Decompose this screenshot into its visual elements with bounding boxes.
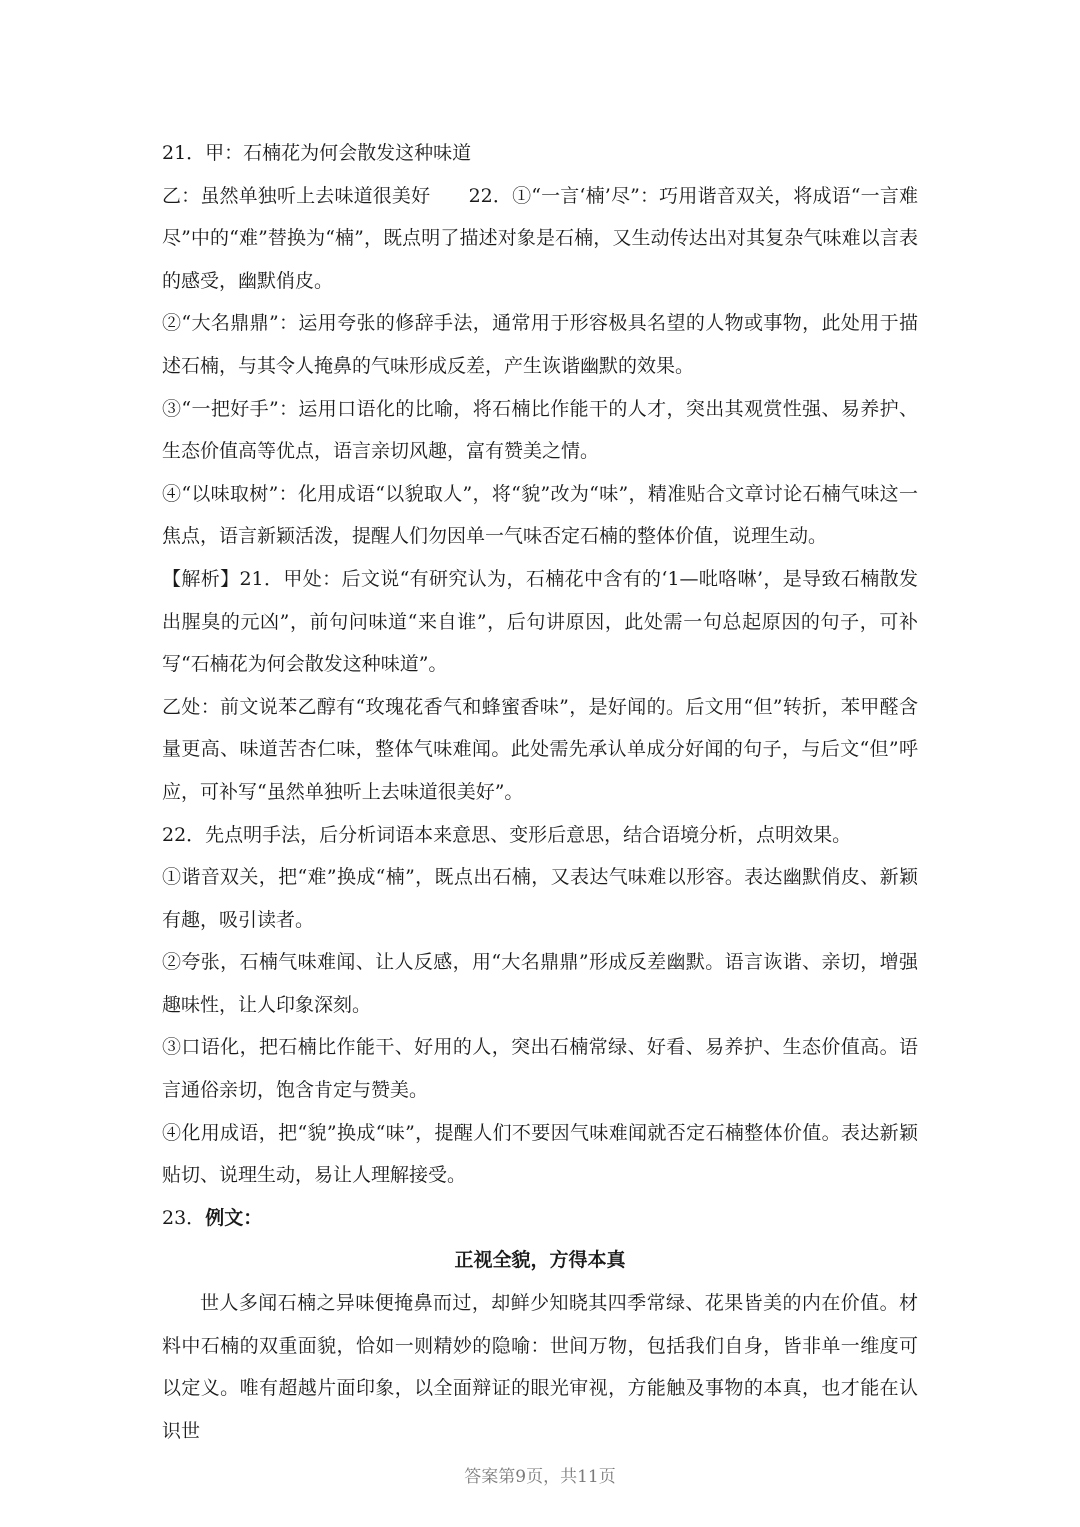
analysis-22-intro: 22．先点明手法，后分析词语本来意思、变形后意思，结合语境分析，点明效果。	[162, 823, 852, 846]
analysis-22-1: ①谐音双关，把“难”换成“楠”，既点出石楠，又表达气味难以形容。表达幽默俏皮、新颖有趣，吸引读者。	[162, 866, 918, 931]
answer-21-jia: 21．甲：石楠花为何会散发这种味道	[162, 142, 472, 164]
analysis-22-2: ②夸张，石楠气味难闻、让人反感，用“大名鼎鼎”形成反差幽默。语言诙谐、亲切，增强趣味性，让人印象深刻。	[162, 951, 918, 1016]
analysis-21-yi: 乙处：前文说苯乙醇有“玫瑰花香气和蜂蜜香味”，是好闻的。后文用“但”转折，苯甲醛含量更高、味道苦杏仁味，整体气味难闻。此处需先承认单成分好闻的句子，与后文“但”呼应，可补写“虽然单独听上去味道很美好”。	[162, 695, 918, 803]
analysis-22-3: ③口语化，把石楠比作能干、好用的人，突出石楠常绿、好看、易养护、生态价值高。语言通俗亲切，饱含肯定与赞美。	[162, 1036, 918, 1102]
answer-22-4: ④“以味取树”：化用成语“以貌取人”，将“貌”改为“味”，精准贴合文章讨论石楠气味这一焦点，语言新颖活泼，提醒人们勿因单一气味否定石楠的整体价值，说理生动。	[162, 482, 918, 548]
answer-22-2: ②“大名鼎鼎”：运用夸张的修辞手法，通常用于形容极具名望的人物或事物，此处用于描述石楠，与其令人掩鼻的气味形成反差，产生诙谐幽默的效果。	[162, 312, 918, 377]
page-footer: 答案第9页，共11页	[464, 1467, 616, 1487]
answer-21-yi-22-1: 乙：虽然单独听上去味道很美好 22．①“一言‘楠’尽”：巧用谐音双关，将成语“一言难尽”中的“难”替换为“楠”，既点明了描述对象是石楠，又生动传达出对其复杂气味难以言表的感受，幽默俏皮。	[162, 184, 918, 292]
essay-paragraph: 世人多闻石楠之异味便掩鼻而过，却鲜少知晓其四季常绿、花果皆美的内在价值。材料中石楠的双重面貌，恰如一则精妙的隐喻：世间万物，包括我们自身，皆非单一维度可以定义。唯有超越片面印象，以全面辩证的眼光审视，方能触及事物的本真，也才能在认识世	[162, 1292, 918, 1442]
essay-title: 正视全貌，方得本真	[454, 1249, 626, 1272]
analysis-22-4: ④化用成语，把“貌”换成“味”，提醒人们不要因气味难闻就否定石楠整体价值。表达新颖贴切、说理生动，易让人理解接受。	[162, 1121, 918, 1187]
page-content	[162, 132, 918, 1452]
q23-example-label: 例文：	[205, 1206, 263, 1229]
q23-number: 23．	[162, 1206, 206, 1229]
answer-22-3: ③“一把好手”：运用口语化的比喻，将石楠比作能干的人才，突出其观赏性强、易养护、生态价值高等优点，语言亲切风趣，富有赞美之情。	[162, 397, 918, 463]
q23-heading	[162, 1197, 918, 1240]
analysis-21-jia: 【解析】21．甲处：后文说“有研究认为，石楠花中含有的‘1—吡咯啉’，是导致石楠散发出腥臭的元凶”，前句问味道“来自谁”，后句讲原因，此处需一句总起原因的句子，可补写“石楠花为何会散发这种味道”。	[162, 567, 918, 676]
